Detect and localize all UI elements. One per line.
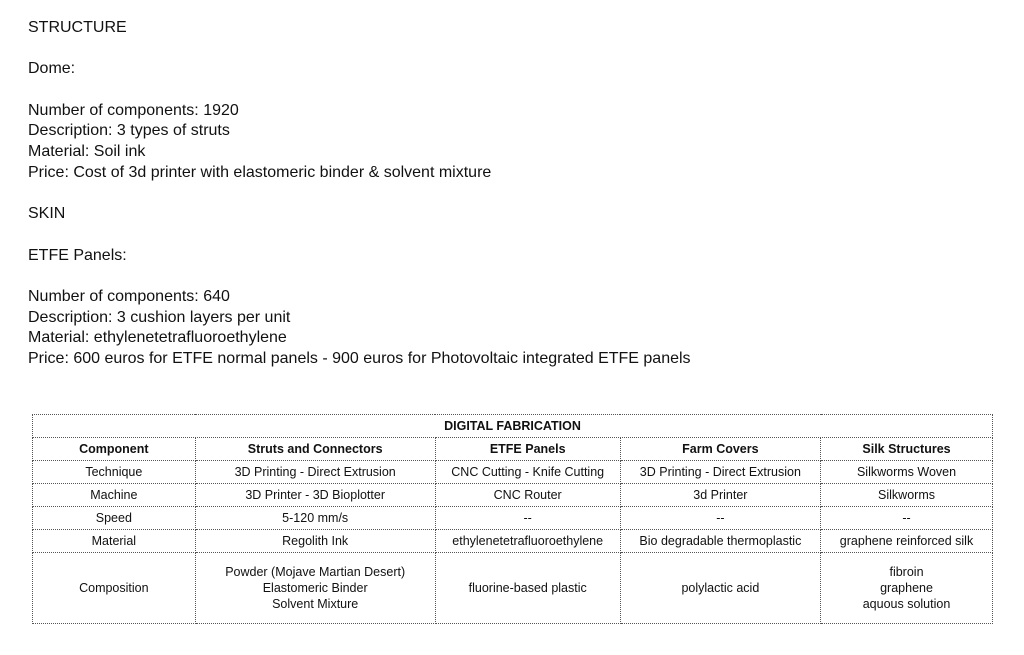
table-cell: Machine: [33, 484, 196, 507]
etfe-heading: ETFE Panels:: [28, 246, 127, 264]
composition-struts: [195, 553, 435, 624]
table-cell: CNC Router: [435, 484, 620, 507]
structure-heading: STRUCTURE: [28, 19, 127, 36]
table-cell: 3d Printer: [620, 484, 820, 507]
digital-fabrication-table: [32, 414, 993, 624]
table-cell: --: [620, 507, 820, 530]
composition-line: graphene: [880, 581, 933, 595]
table-cell: Regolith Ink: [195, 530, 435, 553]
table-header-row: [33, 438, 993, 461]
composition-line: Powder (Mojave Martian Desert): [225, 565, 406, 579]
document-body: [28, 18, 691, 370]
table-cell: Material: [33, 530, 196, 553]
composition-line: fibroin: [889, 565, 924, 579]
table-title-row: [33, 415, 993, 438]
etfe-components: Number of components: 640: [28, 288, 230, 306]
composition-line: Solvent Mixture: [272, 597, 359, 611]
header-struts: Struts and Connectors: [195, 438, 435, 461]
table-cell: Bio degradable thermoplastic: [620, 530, 820, 553]
table-cell: CNC Cutting - Knife Cutting: [435, 461, 620, 484]
table-cell: 3D Printing - Direct Extrusion: [195, 461, 435, 484]
header-silk: Silk Structures: [821, 438, 993, 461]
table-cell: ethylenetetrafluoroethylene: [435, 530, 620, 553]
table-row: [33, 530, 993, 553]
table-cell: Silkworms Woven: [821, 461, 993, 484]
header-component: Component: [33, 438, 196, 461]
composition-etfe: fluorine-based plastic: [435, 553, 620, 624]
table-title: DIGITAL FABRICATION: [33, 415, 993, 438]
table-cell: graphene reinforced silk: [821, 530, 993, 553]
table-row-composition: [33, 553, 993, 624]
dome-price: Price: Cost of 3d printer with elastomeric binder & solvent mixture: [28, 163, 492, 181]
etfe-description: Description: 3 cushion layers per unit: [28, 308, 291, 326]
dome-heading: Dome:: [28, 60, 76, 78]
composition-silk: [821, 553, 993, 624]
etfe-material: Material: ethylenetetrafluoroethylene: [28, 329, 287, 347]
table-row: [33, 461, 993, 484]
table-cell: Technique: [33, 461, 196, 484]
table-cell: --: [821, 507, 993, 530]
table-cell: Silkworms: [821, 484, 993, 507]
table-cell: 3D Printing - Direct Extrusion: [620, 461, 820, 484]
composition-farm: polylactic acid: [620, 553, 820, 624]
composition-label: Composition: [33, 553, 196, 624]
table-cell: --: [435, 507, 620, 530]
composition-line: aquous solution: [862, 597, 951, 611]
table-cell: Speed: [33, 507, 196, 530]
dome-description: Description: 3 types of struts: [28, 122, 230, 140]
header-etfe: ETFE Panels: [435, 438, 620, 461]
dome-components: Number of components: 1920: [28, 101, 239, 119]
etfe-price: Price: 600 euros for ETFE normal panels - 900 euros for Photovoltaic integrated ETFE panels: [28, 350, 691, 368]
header-farm: Farm Covers: [620, 438, 820, 461]
table-cell: 5-120 mm/s: [195, 507, 435, 530]
table-cell: 3D Printer - 3D Bioplotter: [195, 484, 435, 507]
composition-line: Elastomeric Binder: [262, 581, 368, 595]
dome-material: Material: Soil ink: [28, 143, 146, 161]
table-row: [33, 484, 993, 507]
skin-heading: SKIN: [28, 205, 66, 223]
table-row: [33, 507, 993, 530]
